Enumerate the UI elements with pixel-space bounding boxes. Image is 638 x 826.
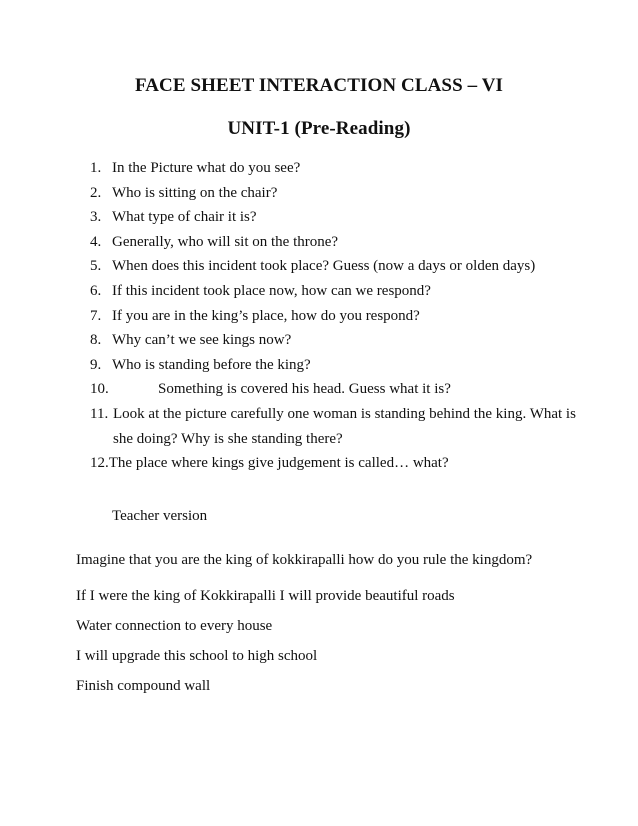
question-number: 9.	[90, 356, 102, 373]
question-item	[90, 181, 610, 206]
question-text: Something is covered his head. Guess what it is?	[158, 381, 451, 398]
paragraph-line: I will upgrade this school to high school	[76, 648, 318, 664]
question-text: What type of chair it is?	[112, 209, 257, 226]
question-item	[90, 377, 610, 402]
question-item	[90, 254, 610, 279]
question-text: When does this incident took place? Guess (now a days or olden days)	[112, 258, 536, 275]
question-text: Who is standing before the king?	[112, 356, 311, 373]
question-number: 2.	[90, 184, 102, 201]
question-item	[90, 328, 610, 353]
question-item	[90, 304, 610, 329]
question-item	[90, 402, 610, 451]
teacher-version-label: Teacher version	[112, 508, 208, 524]
question-text: Generally, who will sit on the throne?	[112, 233, 339, 250]
paragraph-prompt: Imagine that you are the king of kokkirapalli how do you rule the kingdom?	[76, 552, 533, 568]
question-item	[90, 230, 610, 255]
question-number: 12.	[90, 454, 109, 471]
question-text: In the Picture what do you see?	[112, 160, 301, 176]
question-text: If you are in the king’s place, how do you respond?	[112, 307, 420, 324]
unit-heading: UNIT-1 (Pre-Reading)	[227, 118, 411, 139]
paragraph-line: Water connection to every house	[76, 618, 273, 634]
paragraph-line: If I were the king of Kokkirapalli I will provide beautiful roads	[76, 588, 455, 604]
question-item	[90, 451, 610, 476]
question-number: 5.	[90, 258, 102, 275]
question-item	[90, 279, 610, 304]
question-number: 6.	[90, 282, 102, 299]
question-number: 10.	[90, 381, 109, 398]
question-text: If this incident took place now, how can we respond?	[112, 282, 431, 299]
paragraph-line: Finish compound wall	[76, 678, 211, 694]
question-number: 4.	[90, 233, 102, 250]
question-text: Look at the picture carefully one woman is standing behind the king. What is she doing? Why is she standing there?	[113, 405, 576, 447]
page-title: FACE SHEET INTERACTION CLASS – VI	[134, 75, 504, 96]
question-item	[90, 205, 610, 230]
question-text: Why can’t we see kings now?	[112, 332, 292, 349]
question-list	[90, 156, 610, 476]
question-text: The place where kings give judgement is called… what?	[108, 454, 449, 471]
question-number: 11.	[90, 405, 109, 422]
question-text: Who is sitting on the chair?	[112, 184, 278, 201]
question-number: 8.	[90, 332, 102, 349]
question-number: 1.	[90, 160, 102, 176]
question-number: 3.	[90, 209, 102, 226]
question-item	[90, 353, 610, 378]
question-number: 7.	[90, 307, 102, 324]
question-item	[90, 156, 610, 181]
